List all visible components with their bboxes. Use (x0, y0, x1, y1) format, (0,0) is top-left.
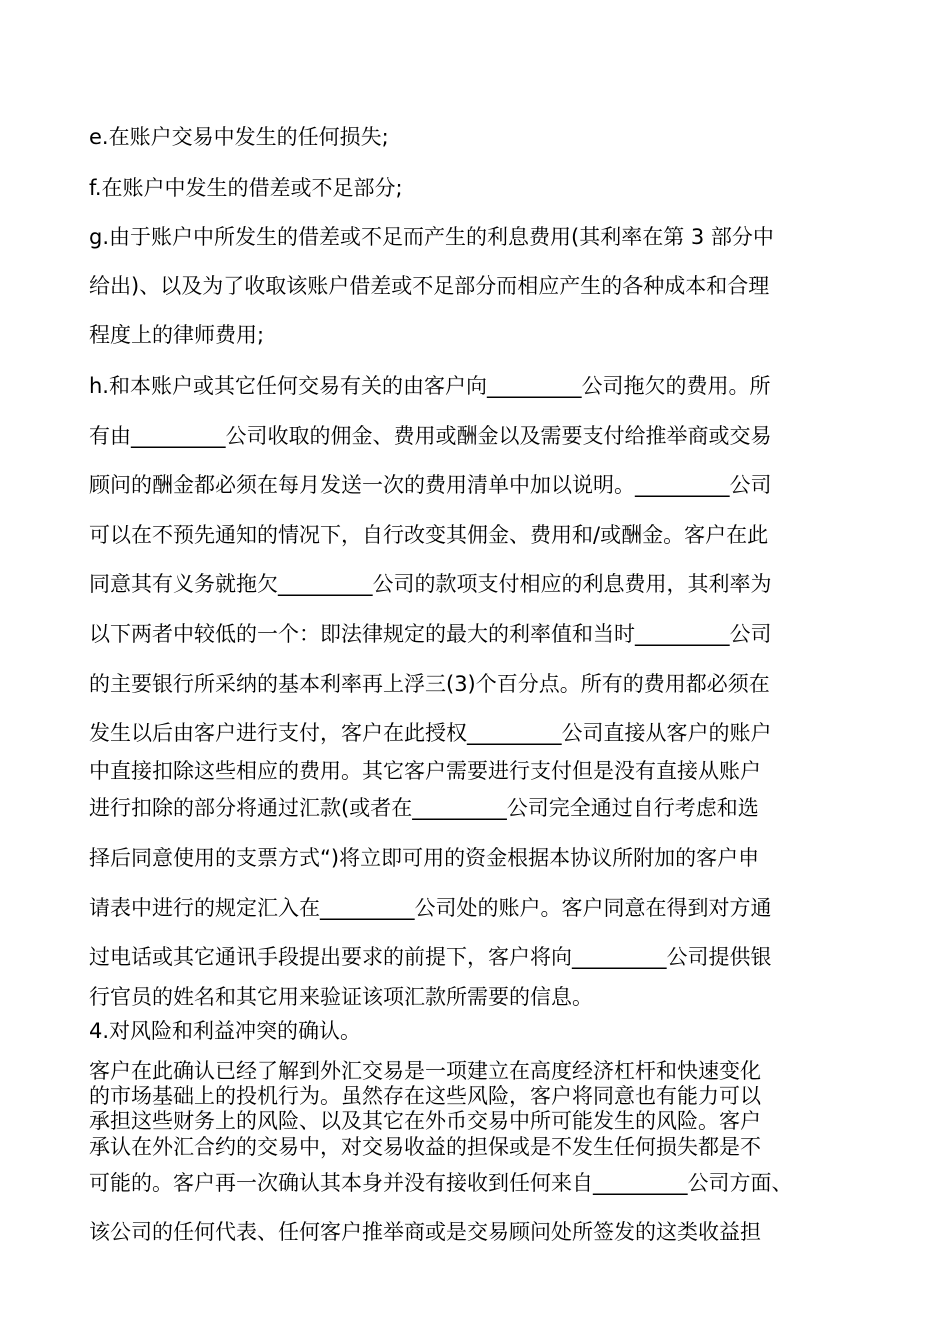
text-line-content: 进行扣除的部分将通过汇款(或者在_________公司完全通过自行考虑和选 (89, 796, 759, 820)
text-line (89, 422, 879, 450)
text-line-content: 承认在外汇合约的交易中，对交易收益的担保或是不发生任何损失都是不 (89, 1135, 761, 1159)
text-line-content: 的市场基础上的投机行为。虽然存在这些风险，客户将同意也有能力可以 (89, 1084, 761, 1108)
text-line-content: 给出)、以及为了收取该账户借差或不足部分而相应产生的各种成本和合理 (89, 274, 770, 298)
text-line (89, 1218, 879, 1246)
text-line-content: 该公司的任何代表、任何客户推举商或是交易顾问处所签发的这类收益担 (89, 1220, 761, 1244)
text-line-content: 同意其有义务就拖欠_________公司的款项支付相应的利息费用，其利率为 (89, 572, 772, 596)
text-line-content: 有由_________公司收取的佣金、费用或酬金以及需要支付给推举商或交易 (89, 424, 772, 448)
text-line-content: f.在账户中发生的借差或不足部分; (89, 176, 403, 200)
text-line-content: 顾问的酬金都必须在每月发送一次的费用清单中加以说明。_________公司 (89, 473, 772, 497)
text-line (89, 894, 879, 922)
text-line (89, 943, 879, 971)
text-line (89, 670, 879, 698)
text-line (89, 272, 879, 300)
text-line (89, 372, 879, 400)
text-line-content: e.在账户交易中发生的任何损失; (89, 125, 389, 149)
text-line-content: 程度上的律师费用; (89, 323, 265, 347)
text-line-content: 客户在此确认已经了解到外汇交易是一项建立在高度经济杠杆和快速变化 (89, 1059, 761, 1083)
text-line (89, 757, 879, 785)
section-heading (89, 1017, 879, 1045)
text-line (89, 1133, 879, 1161)
text-line (89, 471, 879, 499)
text-line (89, 983, 879, 1011)
text-line-content: 中直接扣除这些相应的费用。其它客户需要进行支付但是没有直接从账户 (89, 759, 761, 783)
text-line-content: 择后同意使用的支票方式“)将立即可用的资金根据本协议所附加的客户申 (89, 846, 760, 870)
text-line (89, 1082, 879, 1110)
text-line-content: 可能的。客户再一次确认其本身并没有接收到任何来自_________公司方面、 (89, 1171, 793, 1195)
text-line (89, 321, 879, 349)
text-line-content: 承担这些财务上的风险、以及其它在外币交易中所可能发生的风险。客户 (89, 1109, 761, 1133)
text-line (89, 620, 879, 648)
text-line-content: 发生以后由客户进行支付，客户在此授权_________公司直接从客户的账户 (89, 721, 772, 745)
text-line-content: 以下两者中较低的一个：即法律规定的最大的利率值和当时_________公司 (89, 622, 772, 646)
text-line (89, 1107, 879, 1135)
text-line-content: 的主要银行所采纳的基本利率再上浮三(3)个百分点。所有的费用都必须在 (89, 672, 770, 696)
text-line-content: 可以在不预先通知的情况下，自行改变其佣金、费用和/或酬金。客户在此 (89, 523, 769, 547)
text-line (89, 1169, 879, 1197)
text-line-content: h.和本账户或其它任何交易有关的由客户向_________公司拖欠的费用。所 (89, 374, 771, 398)
text-line (89, 123, 879, 151)
text-line-content: 过电话或其它通讯手段提出要求的前提下，客户将向_________公司提供银 (89, 945, 772, 969)
text-line (89, 844, 879, 872)
text-line-content: 行官员的姓名和其它用来验证该项汇款所需要的信息。 (89, 985, 593, 1009)
text-line-content: g.由于账户中所发生的借差或不足而产生的利息费用(其利率在第 3 部分中 (89, 225, 774, 249)
text-line (89, 174, 879, 202)
section-heading-text: 4.对风险和利益冲突的确认。 (89, 1019, 362, 1043)
text-line (89, 521, 879, 549)
text-line (89, 794, 879, 822)
text-line (89, 1057, 879, 1085)
text-line (89, 719, 879, 747)
text-line-content: 请表中进行的规定汇入在_________公司处的账户。客户同意在得到对方通 (89, 896, 772, 920)
text-line (89, 570, 879, 598)
text-line (89, 223, 879, 251)
